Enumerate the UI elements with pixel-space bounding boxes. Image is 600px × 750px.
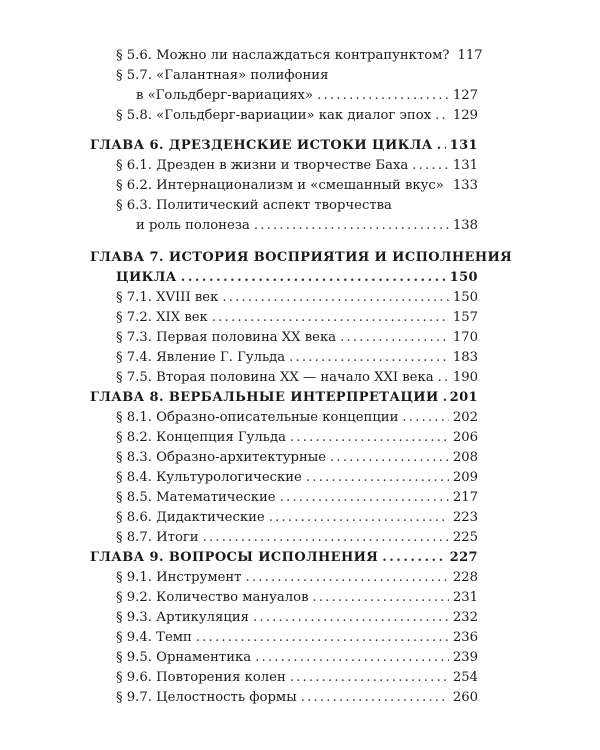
toc-entry [90, 488, 478, 508]
leader-dots [402, 408, 448, 428]
toc-entry-text: § 5.7. «Галантная» полифония [116, 68, 329, 83]
toc-entry-page: 260 [452, 690, 478, 705]
toc-entry-text: § 6.3. Политический аспект творчества [116, 198, 392, 213]
chapter-heading-continuation [90, 268, 478, 288]
toc-entry [90, 468, 478, 488]
toc-entry-text: § 7.3. Первая половина XX века [116, 330, 337, 345]
toc-entry-page: 231 [452, 590, 478, 605]
toc-entry-text: § 8.1. Образно-описательные концепции [116, 410, 399, 425]
chapter-heading [90, 136, 478, 156]
leader-dots [203, 528, 449, 548]
toc-entry [90, 448, 478, 468]
toc-entry-text: и роль полонеза [136, 218, 250, 233]
toc-entry [90, 176, 478, 196]
chapter-heading [90, 388, 478, 408]
toc-section-ch6 [90, 136, 478, 236]
toc-entry [90, 528, 478, 548]
leader-dots [289, 348, 449, 368]
toc-entry-text: § 7.2. XIX век [116, 310, 208, 325]
toc-entry-text: § 7.1. XVIII век [116, 290, 219, 305]
toc-entry-page: 225 [452, 530, 478, 545]
toc-entry [90, 348, 478, 368]
chapter-title: ГЛАВА 7. ИСТОРИЯ ВОСПРИЯТИЯ И ИСПОЛНЕНИЯ [90, 250, 513, 265]
toc-entry-page: 129 [452, 108, 478, 123]
chapter-title: ГЛАВА 8. ВЕРБАЛЬНЫЕ ИНТЕРПРЕТАЦИИ [90, 390, 439, 405]
toc-entry-text: § 7.4. Явление Г. Гульда [116, 350, 286, 365]
leader-dots [443, 388, 446, 408]
leader-dots [382, 548, 445, 568]
chapter-page: 150 [449, 270, 478, 285]
toc-entry [90, 588, 478, 608]
toc-entry-text: § 8.2. Концепция Гульда [116, 430, 286, 445]
toc-entry-page: 217 [452, 490, 478, 505]
toc-entry [90, 328, 478, 348]
toc-entry-text: § 9.6. Повторения колен [116, 670, 286, 685]
leader-dots [313, 588, 449, 608]
toc-section-ch7 [90, 248, 513, 388]
chapter-heading [90, 548, 478, 568]
toc-entry-page: 170 [452, 330, 478, 345]
leader-dots [317, 86, 449, 106]
toc-entry-text: § 9.2. Количество мануалов [116, 590, 309, 605]
leader-dots [255, 648, 449, 668]
toc-entry [90, 608, 478, 628]
toc-entry-page: 131 [452, 158, 478, 173]
chapter-page: 227 [449, 550, 478, 565]
toc-entry-text: § 9.3. Артикуляция [116, 610, 249, 625]
toc-entry [90, 308, 478, 328]
toc-entry-continuation [90, 86, 478, 106]
leader-dots [340, 328, 449, 348]
toc-entry-text: § 5.8. «Гольдберг-вариации» как диалог эпох [116, 108, 432, 123]
toc-entry-text: § 7.5. Вторая половина XX — начало XXI века [116, 370, 434, 385]
leader-dots [253, 608, 449, 628]
toc-entry [90, 288, 478, 308]
toc-entry-page: 206 [452, 430, 478, 445]
toc-entry-text: § 9.4. Темп [116, 630, 192, 645]
chapter-heading [90, 248, 513, 268]
leader-dots [437, 136, 446, 156]
toc-entry-page: 190 [452, 370, 478, 385]
toc-entry-page: 117 [457, 48, 483, 63]
toc-entry-text: § 8.5. Математические [116, 490, 276, 505]
toc-entry-page: 127 [452, 88, 478, 103]
toc-entry-text: § 8.6. Дидактические [116, 510, 265, 525]
toc-entry-text: § 8.4. Культурологические [116, 470, 302, 485]
toc-entry [90, 106, 478, 126]
toc-entry [90, 648, 478, 668]
leader-dots [196, 628, 449, 648]
leader-dots [254, 216, 449, 236]
leader-dots [438, 368, 449, 388]
chapter-page: 201 [449, 390, 478, 405]
toc-entry [90, 66, 478, 86]
leader-dots [301, 688, 449, 708]
toc-entry-page: 157 [452, 310, 478, 325]
toc-entry-text: § 8.7. Итоги [116, 530, 199, 545]
toc-entry-page: 183 [452, 350, 478, 365]
toc-entry-page: 150 [452, 290, 478, 305]
toc-entry-page: 239 [452, 650, 478, 665]
toc-entry-text: § 6.1. Дрезден в жизни и творчестве Баха [116, 158, 409, 173]
toc-entry-text: § 9.1. Инструмент [116, 570, 242, 585]
chapter-page: 131 [449, 138, 478, 153]
leader-dots [245, 568, 448, 588]
leader-dots [290, 428, 449, 448]
toc-entry-continuation [90, 216, 478, 236]
toc-entry-page: 223 [452, 510, 478, 525]
leader-dots [448, 176, 449, 196]
leader-dots [181, 268, 446, 288]
toc-entry [90, 668, 478, 688]
leader-dots [330, 448, 449, 468]
toc-entry-page: 133 [452, 178, 478, 193]
leader-dots [212, 308, 449, 328]
leader-dots [435, 106, 449, 126]
toc-entry-text: в «Гольдберг-вариациях» [136, 88, 314, 103]
toc-entry-page: 228 [452, 570, 478, 585]
toc-entry-page: 232 [452, 610, 478, 625]
leader-dots [222, 288, 448, 308]
toc-section-ch8 [90, 388, 478, 548]
toc-entry-text: § 6.2. Интернационализм и «смешанный вкус» [116, 178, 444, 193]
toc-entry-page: 209 [452, 470, 478, 485]
toc-entry-text: § 9.7. Целостность формы [116, 690, 297, 705]
toc-entry [90, 688, 478, 708]
leader-dots [280, 488, 449, 508]
toc-entry [90, 508, 478, 528]
chapter-title: ЦИКЛА [116, 270, 177, 285]
leader-dots [306, 468, 449, 488]
toc-entry [90, 46, 483, 66]
toc-entry [90, 628, 478, 648]
toc-entry-page: 202 [452, 410, 478, 425]
toc-entry-text: § 5.6. Можно ли наслаждаться контрапунктом? [116, 48, 450, 63]
toc-entry-page: 254 [452, 670, 478, 685]
toc-entry [90, 428, 478, 448]
toc-entry [90, 156, 478, 176]
leader-dots [290, 668, 449, 688]
toc-entry [90, 196, 478, 216]
toc-entry-page: 208 [452, 450, 478, 465]
toc-entry [90, 568, 478, 588]
toc-entry [90, 408, 478, 428]
toc-entry-page: 236 [452, 630, 478, 645]
chapter-title: ГЛАВА 6. ДРЕЗДЕНСКИЕ ИСТОКИ ЦИКЛА [90, 138, 433, 153]
toc-entry-text: § 8.3. Образно-архитектурные [116, 450, 327, 465]
chapter-title: ГЛАВА 9. ВОПРОСЫ ИСПОЛНЕНИЯ [90, 550, 379, 565]
toc-section-ch5-tail [90, 46, 483, 126]
leader-dots [412, 156, 449, 176]
toc-entry [90, 368, 478, 388]
toc-entry-text: § 9.5. Орнаментика [116, 650, 252, 665]
toc-section-ch9 [90, 548, 478, 708]
toc-entry-page: 138 [452, 218, 478, 233]
leader-dots [269, 508, 449, 528]
